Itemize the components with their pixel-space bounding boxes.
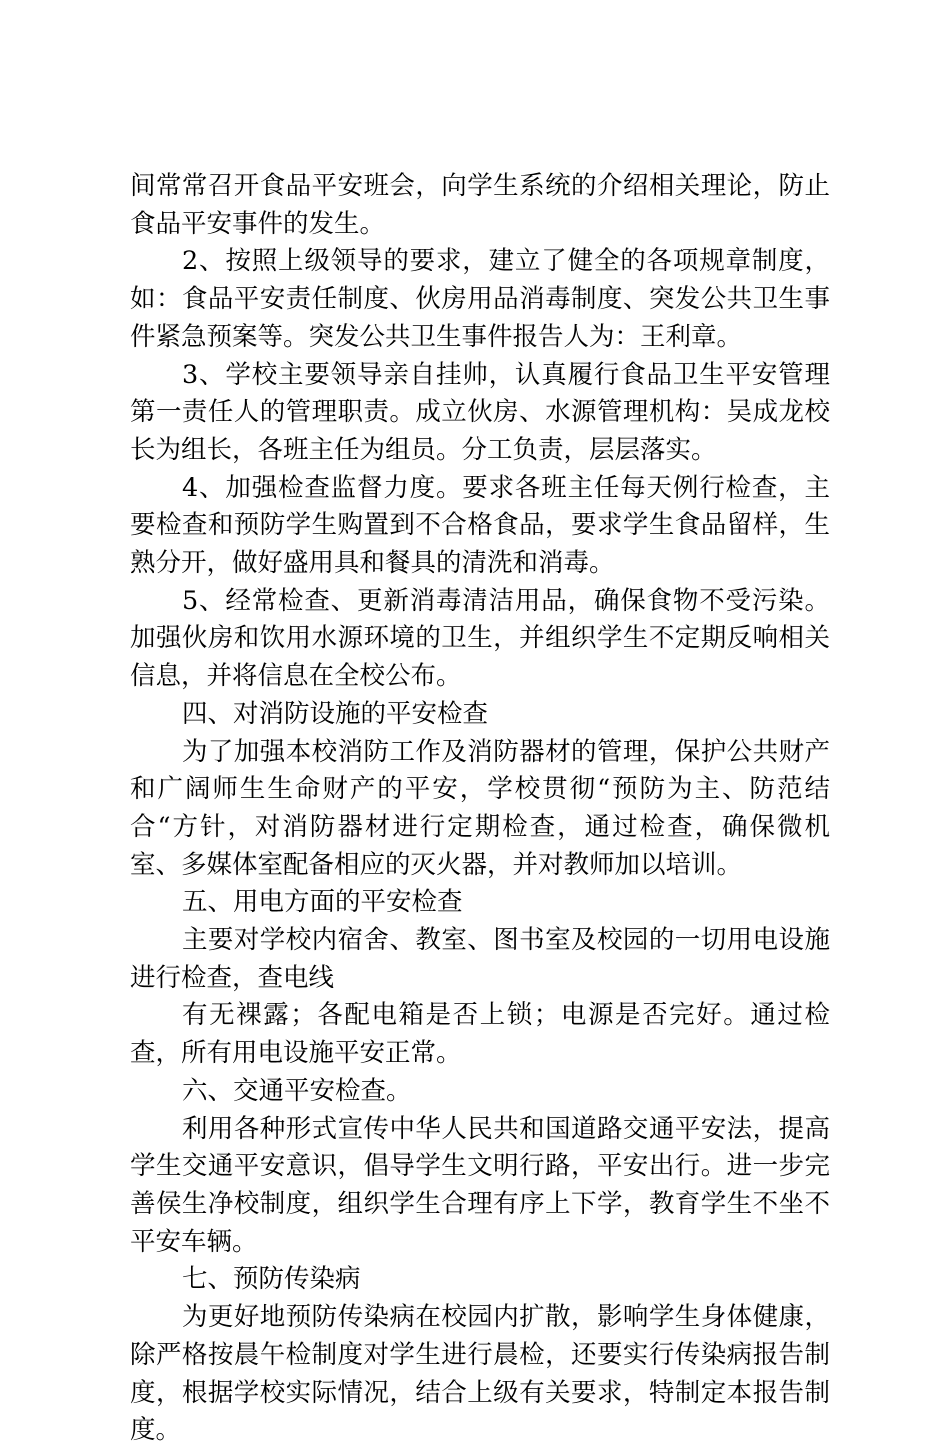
paragraph-electrical-safety-2: 有无裸露；各配电箱是否上锁；电源是否完好。通过检查，所有用电设施平安正常。 <box>130 1000 830 1069</box>
paragraph-5: 5、经常检查、更新消毒清洁用品，确保食物不受污染。加强伙房和饮用水源环境的卫生，并组织学生不定期反响相关信息，并将信息在全校公布。 <box>130 585 830 692</box>
section-heading-disease-prevention: 七、预防传染病 <box>182 1264 361 1295</box>
paragraph-fire-safety: 为了加强本校消防工作及消防器材的管理，保护公共财产和广阔师生生命财产的平安，学校贯彻“预防为主、防范结合“方针，对消防器材进行定期检查，通过检查，确保微机室、多媒体室配备相应的灭火器，并对教师加以培训。 <box>130 736 830 880</box>
paragraph-1: 间常常召开食品平安班会，向学生系统的介绍相关理论，防止食品平安事件的发生。 <box>130 171 830 239</box>
paragraph-disease-prevention: 为更好地预防传染病在校园内扩散，影响学生身体健康，除严格按晨午检制度对学生进行晨检，还要实行传染病报告制度，根据学校实际情况，结合上级有关要求，特制定本报告制度。 <box>130 1302 830 1446</box>
section-heading-electrical-safety: 五、用电方面的平安检查 <box>182 887 463 918</box>
paragraph-4: 4、加强检查监督力度。要求各班主任每天例行检查，主要检查和预防学生购置到不合格食品，要求学生食品留样，生熟分开，做好盛用具和餐具的清洗和消毒。 <box>130 472 830 579</box>
document-body <box>130 168 830 1450</box>
paragraph-2: 2、按照上级领导的要求，建立了健全的各项规章制度，如：食品平安责任制度、伙房用品消毒制度、突发公共卫生事件紧急预案等。突发公共卫生事件报告人为：王利章。 <box>130 246 830 352</box>
section-heading-fire-safety: 四、对消防设施的平安检查 <box>182 698 489 729</box>
paragraph-3: 3、学校主要领导亲自挂帅，认真履行食品卫生平安管理第一责任人的管理职责。成立伙房、水源管理机构：吴成龙校长为组长，各班主任为组员。分工负责，层层落实。 <box>130 359 830 465</box>
section-heading-traffic-safety: 六、交通平安检查。 <box>182 1075 412 1106</box>
paragraph-traffic-safety: 利用各种形式宣传中华人民共和国道路交通平安法，提高学生交通平安意识，倡导学生文明行路，平安出行。进一步完善侯生净校制度，组织学生合理有序上下学，教育学生不坐不平安车辆。 <box>130 1113 830 1257</box>
paragraph-electrical-safety-1: 主要对学校内宿舍、教室、图书室及校园的一切用电设施进行检查，查电线 <box>130 925 830 993</box>
